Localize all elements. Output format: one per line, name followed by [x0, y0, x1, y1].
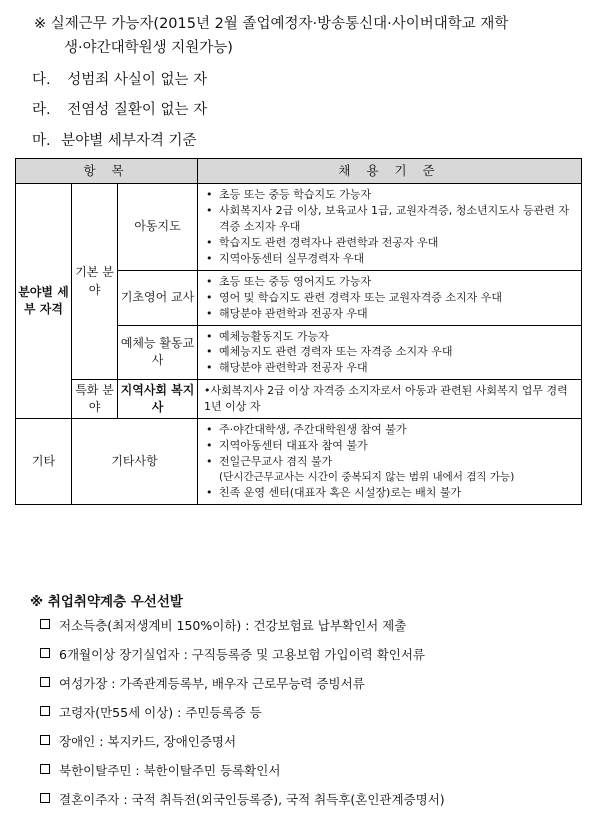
- list-item: • 지역아동센터 대표자 참여 불가: [206, 439, 368, 453]
- list-item: 고령자(만55세 이상) : 주민등록증 등: [40, 703, 262, 721]
- checkbox-icon: [40, 648, 50, 658]
- criteria-welfare: •사회복지사 2급 이상 자격증 소지자로서 아동과 관련된 사회복지 업무 경력 1년 이상 자: [198, 380, 582, 419]
- header-criteria: 채 용 기 준: [198, 159, 582, 184]
- row-label-english: 기초영어 교사: [118, 270, 198, 325]
- criterion-mark: 라.: [32, 102, 51, 118]
- checkbox-icon: [40, 706, 50, 716]
- checkbox-icon: [40, 793, 50, 803]
- list-note: (단시간근무교사는 시간이 중복되지 않는 범위 내에서 겸직 가능): [219, 471, 515, 483]
- criteria-child: [198, 184, 582, 271]
- list-item: • 친족 운영 센터(대표자 혹은 시설장)로는 배치 불가: [206, 486, 462, 500]
- list-item: • 예체능지도 관련 경력자 또는 자격증 소지자 우대: [206, 345, 453, 359]
- criterion-mark: 다.: [32, 72, 51, 88]
- criterion-text: 분야별 세부자격 기준: [61, 133, 197, 149]
- list-item: • 예체능활동지도 가능자: [206, 329, 329, 343]
- criterion-da: [32, 68, 207, 89]
- criteria-other: [198, 419, 582, 505]
- list-item: • 영어 및 학습지도 관련 경력자 또는 교원자격증 소지자 우대: [206, 290, 503, 304]
- list-item: • 주·야간대학생, 주간대학원생 참여 불가: [206, 423, 407, 437]
- group-label: 분야별 세부 자격: [16, 184, 72, 419]
- eligibility-note-line2: 생·야간대학원생 지원가능): [64, 40, 233, 56]
- table-header-row: [16, 159, 582, 184]
- checkbox-icon: [40, 619, 50, 629]
- list-item: • 지역아동센터 실무경력자 우대: [206, 251, 365, 265]
- list-item: • 전일근무교사 겸직 불가: [206, 455, 333, 469]
- table-row: [16, 419, 582, 505]
- list-item: 6개월이상 장기실업자 : 구직등록증 및 고용보험 가입이력 확인서류: [40, 645, 425, 663]
- criteria-english: [198, 270, 582, 325]
- list-item: • 초등 또는 중등 영어지도 가능자: [206, 274, 372, 288]
- list-item: • 학습지도 관련 경력자나 관련학과 전공자 우대: [206, 235, 439, 249]
- list-item: 여성가장 : 가족관계등록부, 배우자 근로무능력 증빙서류: [40, 674, 365, 692]
- list-item: • 해당분야 관련학과 전공자 우대: [206, 361, 368, 375]
- list-item: 북한이탈주민 : 북한이탈주민 등록확인서: [40, 761, 280, 779]
- list-item: • 초등 또는 중등 학습지도 가능자: [206, 188, 372, 201]
- criterion-ma: [32, 129, 197, 150]
- eligibility-note-line1: ※ 실제근무 가능자(2015년 2월 졸업예정자·방송통신대·사이버대학교 재학: [34, 16, 509, 32]
- special-field-label: 특화 분야: [72, 380, 118, 419]
- header-item: 항 목: [16, 159, 198, 184]
- row-label-child: 아동지도: [118, 184, 198, 271]
- list-item: 장애인 : 복지카드, 장애인증명서: [40, 732, 236, 750]
- checkbox-icon: [40, 677, 50, 687]
- priority-title: ※ 취업취약계층 우선선발: [30, 594, 183, 610]
- table-row: [16, 184, 582, 271]
- list-item: 저소득층(최저생계비 150%이하) : 건강보험료 납부확인서 제출: [40, 616, 406, 634]
- checkbox-icon: [40, 764, 50, 774]
- row-label-welfare: 지역사회 복지사: [118, 380, 198, 419]
- criteria-arts: [198, 325, 582, 380]
- row-label-other: 기타사항: [72, 419, 198, 505]
- checkbox-icon: [40, 735, 50, 745]
- criterion-mark: 마.: [32, 133, 51, 149]
- qualification-table: [15, 158, 582, 505]
- table-row: [16, 380, 582, 419]
- list-item: • 사회복지사 2급 이상, 보육교사 1급, 교원자격증, 청소년지도사 등관련 자격증 소지자 우대: [206, 203, 570, 233]
- basic-field-label: 기본 분야: [72, 184, 118, 380]
- criterion-text: 성범죄 사실이 없는 자: [67, 72, 208, 88]
- other-label: 기타: [16, 419, 72, 505]
- criterion-ra: [32, 98, 207, 119]
- criterion-text: 전염성 질환이 없는 자: [67, 102, 208, 118]
- list-item: 결혼이주자 : 국적 취득전(외국인등록증), 국적 취득후(혼인관계증명서): [40, 790, 445, 808]
- list-item: • 해당분야 관련학과 전공자 우대: [206, 306, 368, 320]
- row-label-arts: 예체능 활동교사: [118, 325, 198, 380]
